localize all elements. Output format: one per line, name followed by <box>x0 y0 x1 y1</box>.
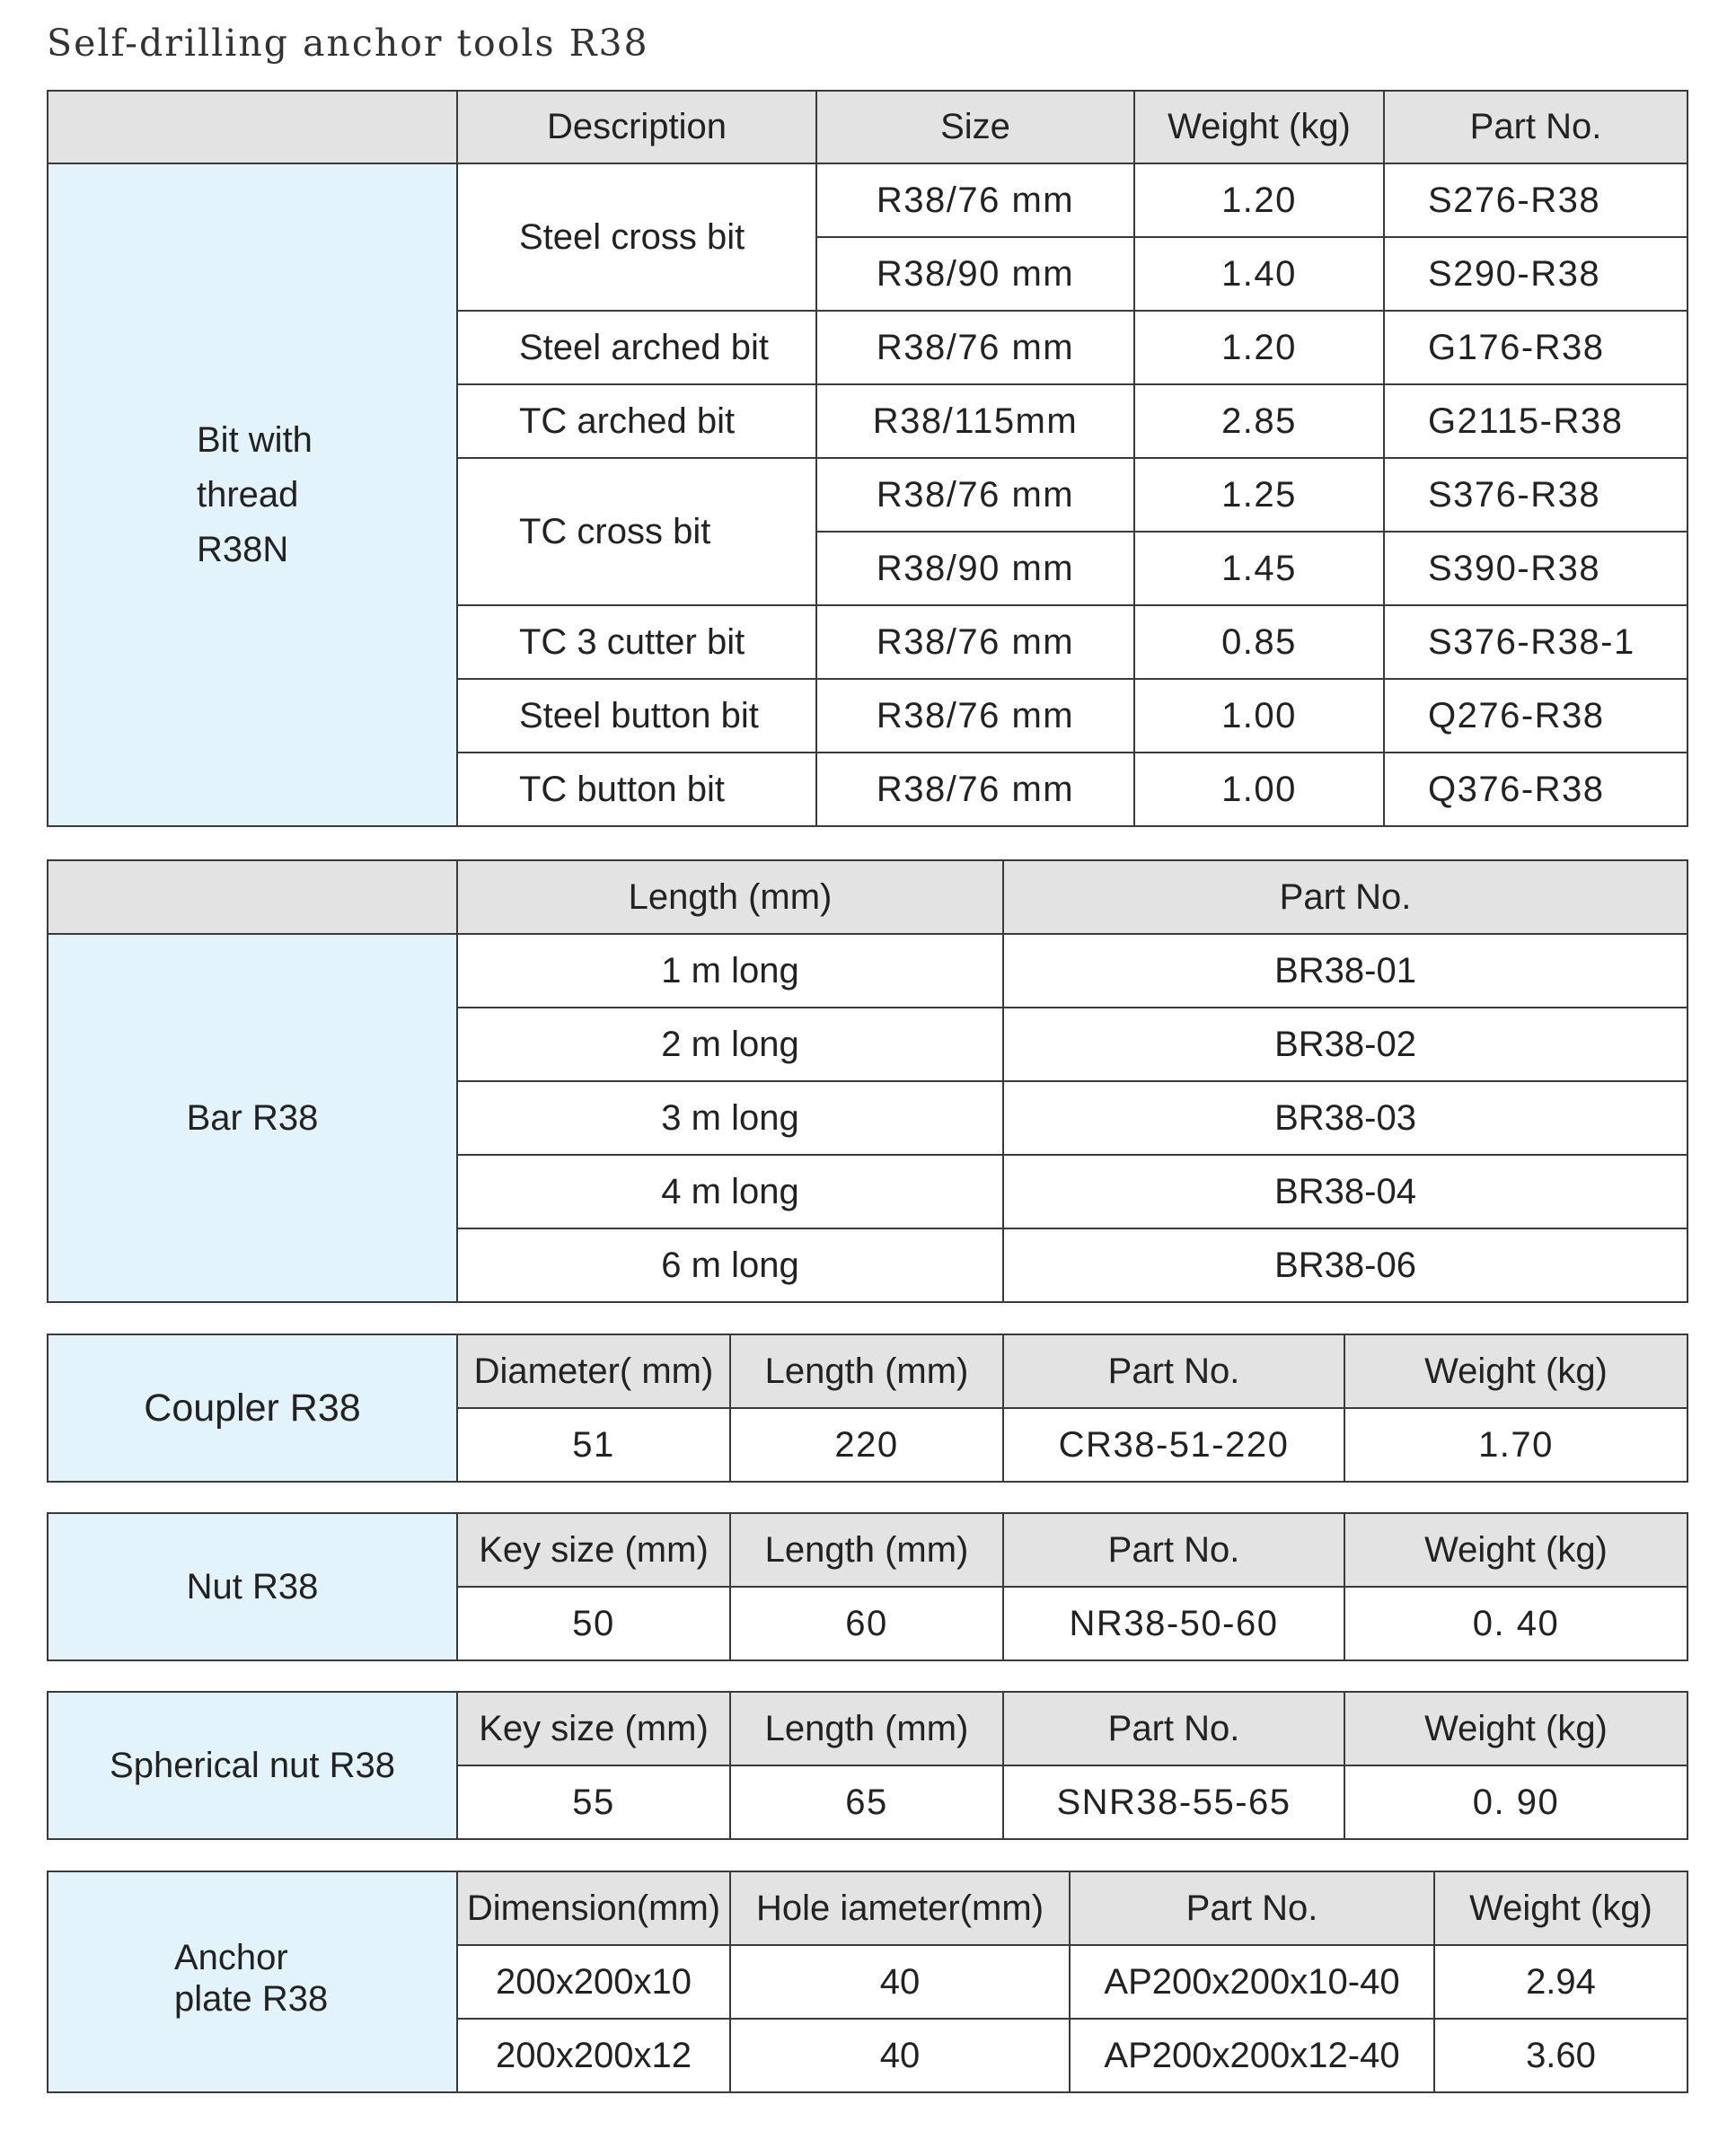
header-weight: Weight (kg) <box>1344 1692 1688 1765</box>
header-weight: Weight (kg) <box>1434 1871 1688 1945</box>
size-cell: R38/76 mm <box>816 753 1134 826</box>
weight-cell: 0.85 <box>1134 605 1384 679</box>
part-no-cell: BR38-02 <box>1003 1008 1688 1081</box>
part-no-cell: SNR38-55-65 <box>1003 1765 1344 1839</box>
key-size-cell: 55 <box>457 1765 730 1839</box>
part-no-cell: AP200x200x12-40 <box>1070 2019 1434 2092</box>
key-size-cell: 50 <box>457 1587 730 1660</box>
part-no-cell: G176-R38 <box>1384 311 1688 384</box>
description-cell: TC button bit <box>457 753 816 826</box>
category-label: Bar R38 <box>48 934 457 1302</box>
part-no-cell: NR38-50-60 <box>1003 1587 1344 1660</box>
header-length: Length (mm) <box>730 1334 1003 1408</box>
part-no-cell: BR38-06 <box>1003 1228 1688 1302</box>
part-no-cell: S376-R38-1 <box>1384 605 1688 679</box>
length-cell: 1 m long <box>457 934 1003 1008</box>
size-cell: R38/90 mm <box>816 237 1134 311</box>
header-length: Length (mm) <box>730 1513 1003 1587</box>
weight-cell: 1.45 <box>1134 532 1384 605</box>
category-cell <box>48 1871 457 2092</box>
size-cell: R38/76 mm <box>816 679 1134 753</box>
category-label: Spherical nut R38 <box>48 1692 457 1839</box>
part-no-cell: S290-R38 <box>1384 237 1688 311</box>
length-cell: 65 <box>730 1765 1003 1839</box>
description-cell: Steel arched bit <box>457 311 816 384</box>
diameter-cell: 51 <box>457 1408 730 1482</box>
length-cell: 220 <box>730 1408 1003 1482</box>
part-no-cell: S276-R38 <box>1384 163 1688 237</box>
page-title: Self-drilling anchor tools R38 <box>47 22 649 65</box>
part-no-cell: AP200x200x10-40 <box>1070 1945 1434 2019</box>
description-cell: TC 3 cutter bit <box>457 605 816 679</box>
category-cell <box>48 163 457 826</box>
length-cell: 6 m long <box>457 1228 1003 1302</box>
weight-cell: 1.00 <box>1134 753 1384 826</box>
length-cell: 4 m long <box>457 1155 1003 1228</box>
hole-diameter-cell: 40 <box>730 2019 1070 2092</box>
weight-cell: 1.40 <box>1134 237 1384 311</box>
part-no-cell: S376-R38 <box>1384 458 1688 532</box>
length-cell: 2 m long <box>457 1008 1003 1081</box>
header-hole-diameter: Hole iameter(mm) <box>730 1871 1070 1945</box>
size-cell: R38/76 mm <box>816 458 1134 532</box>
nut-table <box>47 1512 1688 1661</box>
category-label: Nut R38 <box>48 1513 457 1660</box>
dimension-cell: 200x200x12 <box>457 2019 730 2092</box>
length-cell: 60 <box>730 1587 1003 1660</box>
weight-cell: 0. 40 <box>1344 1587 1688 1660</box>
part-no-cell: Q376-R38 <box>1384 753 1688 826</box>
header-part-no: Part No. <box>1003 1334 1344 1408</box>
weight-cell: 2.85 <box>1134 384 1384 458</box>
spherical-nut-table <box>47 1691 1688 1840</box>
header-weight: Weight (kg) <box>1344 1513 1688 1587</box>
header-diameter: Diameter( mm) <box>457 1334 730 1408</box>
header-part-no: Part No. <box>1070 1871 1434 1945</box>
size-cell: R38/90 mm <box>816 532 1134 605</box>
header-weight: Weight (kg) <box>1344 1334 1688 1408</box>
size-cell: R38/76 mm <box>816 605 1134 679</box>
size-cell: R38/76 mm <box>816 311 1134 384</box>
header-blank <box>48 91 457 163</box>
header-key-size: Key size (mm) <box>457 1692 730 1765</box>
part-no-cell: BR38-04 <box>1003 1155 1688 1228</box>
anchor-plate-table <box>47 1871 1688 2093</box>
header-blank <box>48 860 457 934</box>
hole-diameter-cell: 40 <box>730 1945 1070 2019</box>
weight-cell: 1.20 <box>1134 163 1384 237</box>
category-label: Coupler R38 <box>48 1334 457 1482</box>
size-cell: R38/76 mm <box>816 163 1134 237</box>
weight-cell: 1.20 <box>1134 311 1384 384</box>
bits-table <box>47 90 1688 827</box>
part-no-cell: Q276-R38 <box>1384 679 1688 753</box>
part-no-cell: BR38-03 <box>1003 1081 1688 1155</box>
length-cell: 3 m long <box>457 1081 1003 1155</box>
weight-cell: 1.25 <box>1134 458 1384 532</box>
weight-cell: 2.94 <box>1434 1945 1688 2019</box>
header-part-no: Part No. <box>1003 1513 1344 1587</box>
header-size: Size <box>816 91 1134 163</box>
part-no-cell: S390-R38 <box>1384 532 1688 605</box>
description-cell: Steel cross bit <box>457 163 816 311</box>
description-cell: TC cross bit <box>457 458 816 605</box>
header-part-no: Part No. <box>1003 860 1688 934</box>
bar-table <box>47 859 1688 1303</box>
header-dimension: Dimension(mm) <box>457 1871 730 1945</box>
header-description: Description <box>457 91 816 163</box>
part-no-cell: G2115-R38 <box>1384 384 1688 458</box>
header-length: Length (mm) <box>730 1692 1003 1765</box>
coupler-table <box>47 1334 1688 1483</box>
weight-cell: 1.70 <box>1344 1408 1688 1482</box>
part-no-cell: BR38-01 <box>1003 934 1688 1008</box>
description-cell: TC arched bit <box>457 384 816 458</box>
header-weight: Weight (kg) <box>1134 91 1384 163</box>
weight-cell: 3.60 <box>1434 2019 1688 2092</box>
weight-cell: 1.00 <box>1134 679 1384 753</box>
category-label: Anchor plate R38 <box>174 1938 329 2019</box>
dimension-cell: 200x200x10 <box>457 1945 730 2019</box>
weight-cell: 0. 90 <box>1344 1765 1688 1839</box>
description-cell: Steel button bit <box>457 679 816 753</box>
part-no-cell: CR38-51-220 <box>1003 1408 1344 1482</box>
header-part-no: Part No. <box>1384 91 1688 163</box>
header-length: Length (mm) <box>457 860 1003 934</box>
header-part-no: Part No. <box>1003 1692 1344 1765</box>
size-cell: R38/115mm <box>816 384 1134 458</box>
header-key-size: Key size (mm) <box>457 1513 730 1587</box>
category-label: Bit with thread R38N <box>197 419 313 569</box>
